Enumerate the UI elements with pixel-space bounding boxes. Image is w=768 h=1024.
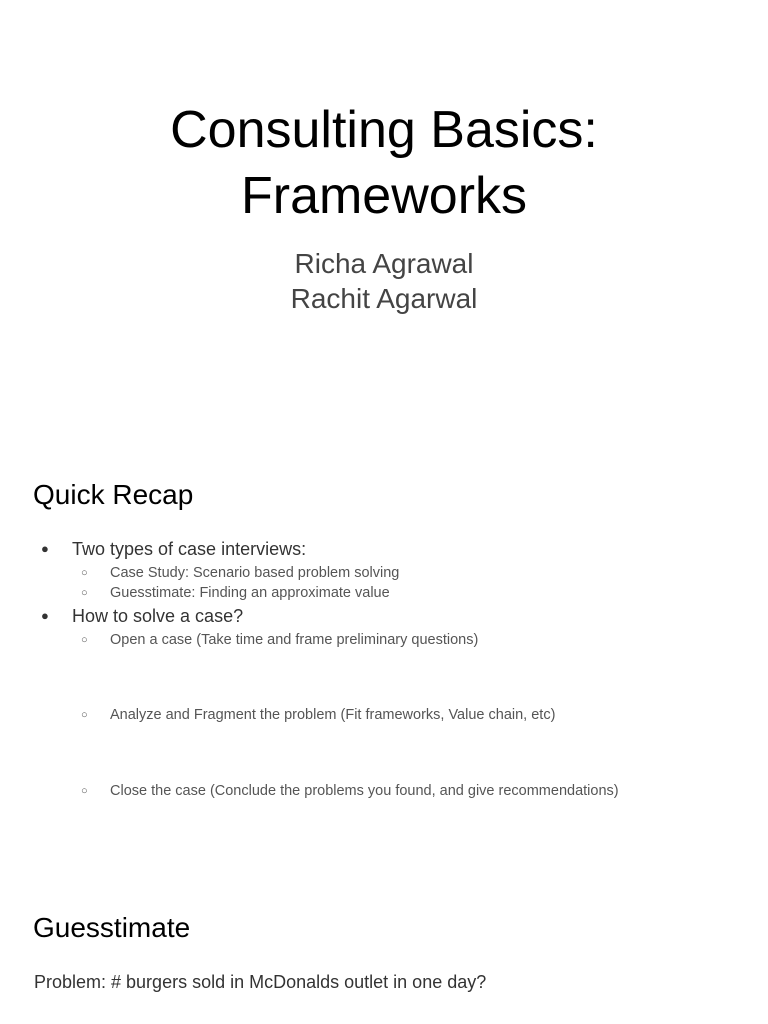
document-title-line-1: Consulting Basics: [170, 101, 598, 159]
author-name: Richa Agrawal [294, 248, 474, 279]
sub-list-item-text: Guesstimate: Finding an approximate value [110, 585, 390, 601]
section-heading-guesstimate: Guesstimate [33, 912, 191, 943]
circle-bullet-icon: ○ [81, 634, 88, 646]
problem-statement: Problem: # burgers sold in McDonalds outlet in one day? [34, 972, 487, 992]
document-title-line-2: Frameworks [240, 167, 528, 225]
sub-list-item-text: Close the case (Conclude the problems you found, and give recommendations) [110, 783, 619, 799]
circle-bullet-icon: ○ [81, 587, 88, 599]
sub-list-item-text: Analyze and Fragment the problem (Fit frameworks, Value chain, etc) [110, 707, 556, 723]
bullet-icon: ● [41, 541, 49, 556]
circle-bullet-icon: ○ [81, 785, 88, 797]
list-item-text: Two types of case interviews: [72, 539, 307, 559]
section-heading-quick-recap: Quick Recap [33, 479, 194, 510]
circle-bullet-icon: ○ [81, 567, 88, 579]
sub-list-item-text: Open a case (Take time and frame preliminary questions) [110, 632, 479, 648]
list-item-text: How to solve a case? [72, 606, 244, 626]
circle-bullet-icon: ○ [81, 709, 88, 721]
bullet-icon: ● [41, 608, 49, 623]
sub-list-item-text: Case Study: Scenario based problem solving [110, 565, 400, 581]
author-name: Rachit Agarwal [290, 283, 478, 314]
